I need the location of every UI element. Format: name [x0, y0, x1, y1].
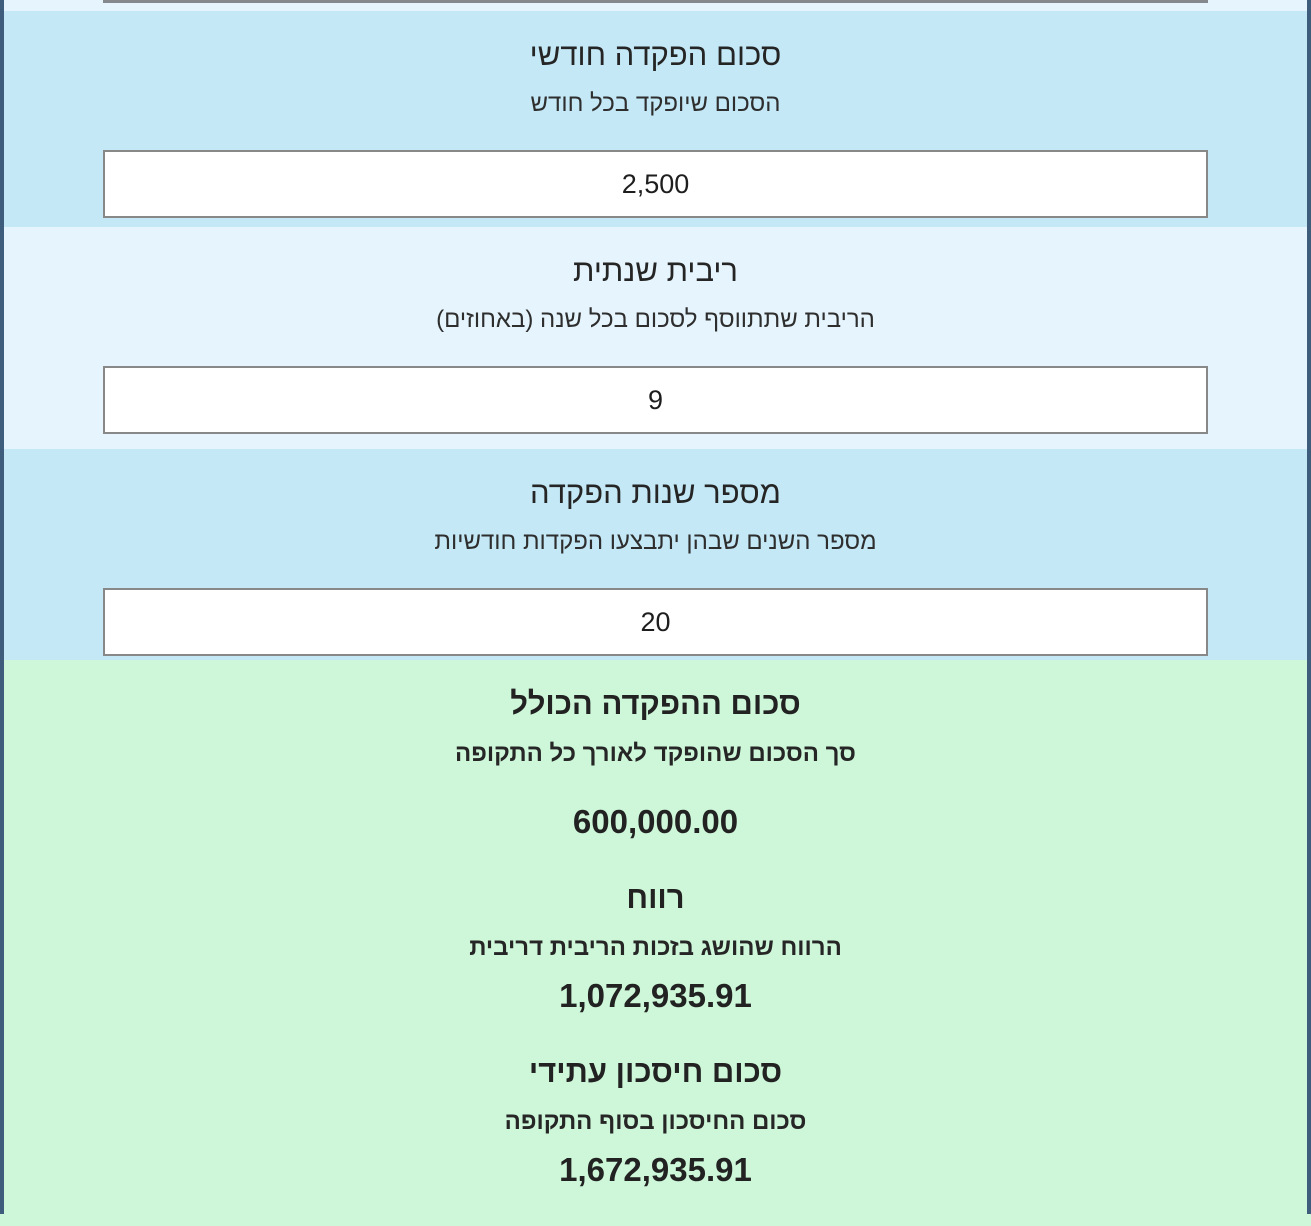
- total-deposits-value: 600,000.00: [572, 803, 739, 840]
- input-row-monthly-deposit: [4, 11, 1307, 227]
- total-deposits-description: סך הסכום שהופקד לאורך כל התקופה: [455, 740, 856, 767]
- deposit-years-input[interactable]: [103, 588, 1208, 656]
- result-future-savings: [4, 1052, 1307, 1190]
- cutoff-input-bottom-border: [103, 0, 1208, 3]
- annual-interest-input[interactable]: [103, 366, 1208, 434]
- total-deposits-title: סכום ההפקדה הכולל: [510, 686, 801, 721]
- annual-interest-title: ריבית שנתית: [573, 253, 738, 288]
- annual-interest-description: הריבית שתתווסף לסכום בכל שנה (באחוזים): [436, 306, 875, 333]
- future-savings-value: 1,672,935.91: [559, 1151, 752, 1188]
- monthly-deposit-description: הסכום שיופקד בכל חודש: [530, 90, 781, 117]
- input-row-annual-interest: [4, 227, 1307, 449]
- input-row-deposit-years: [4, 449, 1307, 660]
- deposit-years-description: מספר השנים שבהן יתבצעו הפקדות חודשיות: [434, 528, 877, 555]
- result-total-deposits: [4, 684, 1307, 842]
- profit-value: 1,072,935.91: [559, 977, 752, 1014]
- future-savings-description: סכום החיסכון בסוף התקופה: [504, 1108, 807, 1135]
- results-section: [4, 660, 1307, 1226]
- result-profit: [4, 878, 1307, 1016]
- future-savings-title: סכום חיסכון עתידי: [528, 1054, 783, 1089]
- deposit-years-title: מספר שנות הפקדה: [530, 475, 781, 510]
- cutoff-previous-row: [4, 0, 1307, 11]
- monthly-deposit-input[interactable]: [103, 150, 1208, 218]
- profit-description: הרווח שהושג בזכות הריבית דריבית: [469, 934, 842, 961]
- profit-title: רווח: [626, 880, 685, 915]
- savings-calculator: [4, 0, 1307, 1209]
- monthly-deposit-title: סכום הפקדה חודשי: [529, 37, 782, 72]
